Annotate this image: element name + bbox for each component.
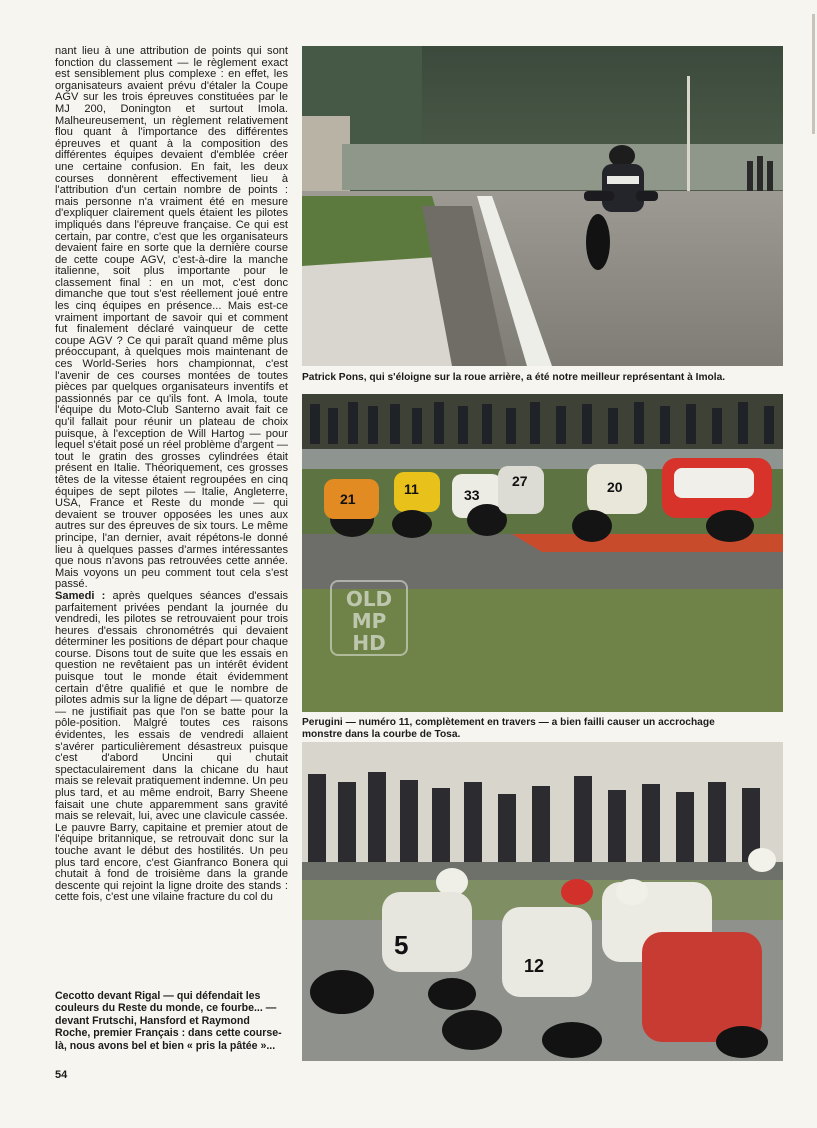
article-paragraph-samedi [55, 591, 288, 904]
article-paragraph: nant lieu à une attribution de points qui sont fonction du classement — le règlement exact est sensiblement plus complexe : en effet, les organisateurs avaient prévu d'étaler la Coupe AGV sur les trois épreuves constituées par le MJ 200, Donington et surtout Imola. Malheureusement, un règlement relativement flou quant à l'importance des différentes épreuves et quant à la composition des différentes équipes devaient d'emblée créer une certaine confusion. En fait, les deux courses donnèrent effectivement lieu à l'attribution d'un certain nombre de points : mais personne n'a vraiment été en mesure d'expliquer clairement quels étaient les pilotes impliqués dans l'épreuve française. Ce qui est certain, par contre, c'est que les organisateurs devaient faire en sorte que la dernière course de cette coupe AGV, c'est-à-dire la manche italienne, soit plus importante pour le classement final : en un mot, c'est donc dimanche que tout s'est réellement joué entre les cinq équipes en présence... Mais est-ce vraiment important de savoir qui et comment fut finalement déclaré vainqueur de cette coupe AGV ? Ce qui paraît quand même plus préoccupant, à quelques mois maintenant de ces World-Series hors championnat, c'est l'avenir de ces courses montées de toutes pièces par quelques organisateurs inventifs et passionnés par ce qu'ils font. A Imola, toute l'équipe du Moto-Club Santerno avait fait ce qu'il fallait pour réunir un plateau de choix puisque, à l'exception de Will Hartog — pour lequel s'était posé un réel problème d'argent — tout le gratin des grosses cylindrées était présent en Italie. Théoriquement, ces grosses têtes de la vitesse étaient regroupées en cinq équipes de sept pilotes — Italie, Angleterre, USA, France et Reste du monde — qui devaient se trouver opposées les unes aux autres sur des épreuves de six tours. Le même principe, l'an dernier, avait répétons-le donné lieu à quelques passes d'armes intéressantes que nous n'avons pas retrouvées cette année. Mais voyons un peu comment tout cela s'est passé. [55, 45, 288, 591]
watermark-line: OLD [345, 587, 393, 611]
photo-perugini-tosa [302, 394, 783, 712]
photo-caption-perugini: Perugini — numéro 11, complètement en travers — a bien failli causer un accrochage monstre dans la courbe de Tosa. [302, 717, 715, 741]
race-number: 5 [394, 930, 409, 960]
photo-caption-cecotto: Cecotto devant Rigal — qui défendait les couleurs du Reste du monde, ce fourbe... — devant Frutschi, Hansford et Raymond Roche, premier Français : dans cette course-là, nous avons bel et bien « pris la pâtée »... [55, 990, 282, 1052]
race-number: 12 [524, 956, 545, 976]
page-number: 54 [55, 1069, 68, 1081]
race-number: 11 [404, 481, 419, 497]
race-number: 33 [464, 487, 480, 503]
section-lead: Samedi : [55, 589, 106, 602]
article-paragraph-text: après quelques séances d'essais parfaitement privées pendant la journée du vendredi, les pilotes se retrouvaient pour trois heures d'essais chronométrés qui devaient déterminer les positions de départ pour chaque course. Disons tout de suite que les essais en question ne revêtaient pas un intérêt évident puisque tout le monde était évidemment certain d'être qualifié et que le nombre de pilotes admis sur la ligne de départ — quatorze — ne justifiait pas que l'on se batte pour la pôle-position. Malgré toutes ces raisons évidentes, les essais de vendredi allaient s'avérer particulièrement désastreux puisque c'est d'abord Uncini qui chutait spectaculairement dans la chicane du haut mais se relevait pratiquement indemne. Un peu plus tard, et au même endroit, Barry Sheene faisait une chute apparemment sans gravité mais se relevait, lui, avec une clavicule cassée. Le pauvre Barry, capitaine et premier atout de l'équipe britannique, se retrouvait donc sur la touche avant le début des hostilités. Un peu plus tard encore, c'est Gianfranco Bonera qui chutait à fond de troisième dans la grande descente qui rejoint la ligne droite des stands : cette fois, c'est une vilaine fracture du col du [55, 589, 288, 904]
article-body [55, 46, 288, 904]
watermark-line: MP [351, 609, 387, 633]
watermark-logo [330, 580, 408, 656]
race-number: 20 [607, 479, 623, 495]
race-number: 27 [512, 473, 528, 489]
photo-pons-wheelie [302, 46, 783, 366]
photo-cecotto-rigal [302, 742, 783, 1061]
watermark-line: HD [352, 631, 386, 655]
race-number: 21 [340, 491, 356, 507]
photo-caption-pons: Patrick Pons, qui s'éloigne sur la roue arrière, a été notre meilleur représentant à Imola. [302, 372, 726, 383]
page-edge-mark [812, 14, 815, 134]
